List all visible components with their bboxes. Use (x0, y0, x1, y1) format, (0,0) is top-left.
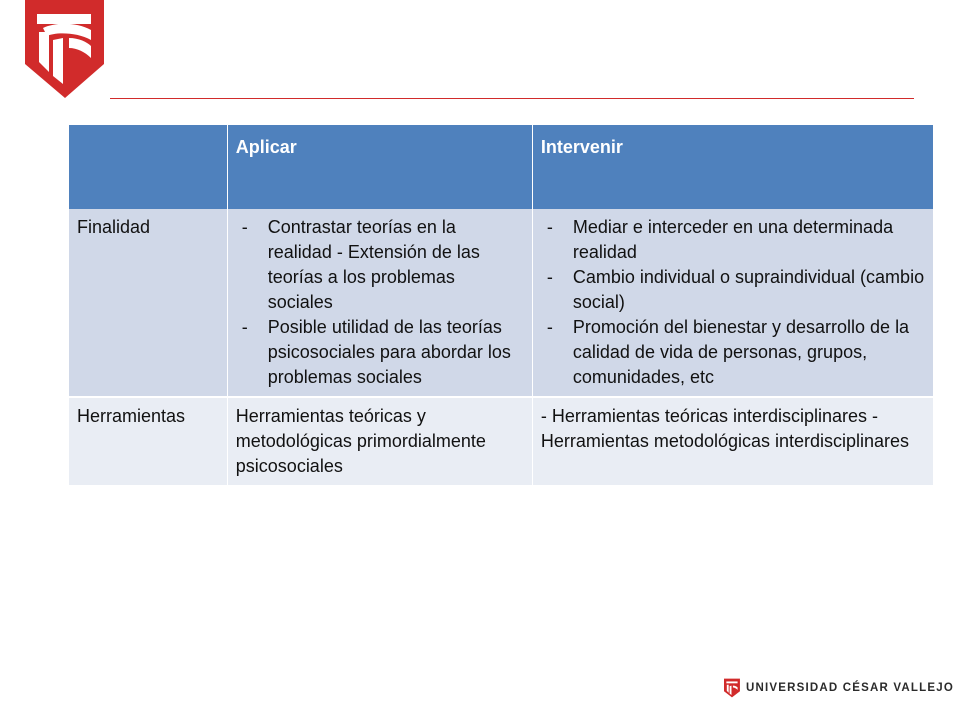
header-cell-empty (69, 125, 228, 209)
header-cell-aplicar: Aplicar (227, 125, 532, 209)
ucv-shield-icon (25, 0, 104, 98)
ucv-shield-icon (724, 668, 740, 708)
list-item: - Contrastar teorías en la realidad - Extensión de las teorías a los problemas sociales (236, 215, 524, 315)
comparison-table (68, 125, 933, 487)
list-item: - Mediar e interceder en una determinada realidad (541, 215, 925, 265)
cell-herramientas-intervenir: - Herramientas teóricas interdisciplinares - Herramientas metodológicas interdisciplinares (532, 397, 933, 486)
row-label-herramientas: Herramientas (69, 397, 228, 486)
row-label-finalidad: Finalidad (69, 209, 228, 397)
cell-finalidad-aplicar (227, 209, 532, 397)
list-item: - Promoción del bienestar y desarrollo de la calidad de vida de personas, grupos, comunidades, etc (541, 315, 925, 390)
table-header-row (69, 125, 934, 209)
cell-herramientas-aplicar: Herramientas teóricas y metodológicas primordialmente psicosociales (227, 397, 532, 486)
list-item: - Posible utilidad de las teorías psicosociales para abordar los problemas sociales (236, 315, 524, 390)
header-divider (110, 98, 914, 99)
table-row (69, 209, 934, 397)
table-row (69, 397, 934, 486)
university-name: UNIVERSIDAD CÉSAR VALLEJO (745, 682, 954, 694)
list-item: - Cambio individual o supraindividual (cambio social) (541, 265, 925, 315)
header-cell-intervenir: Intervenir (532, 125, 933, 209)
footer-logo (724, 668, 954, 708)
cell-finalidad-intervenir (532, 209, 933, 397)
